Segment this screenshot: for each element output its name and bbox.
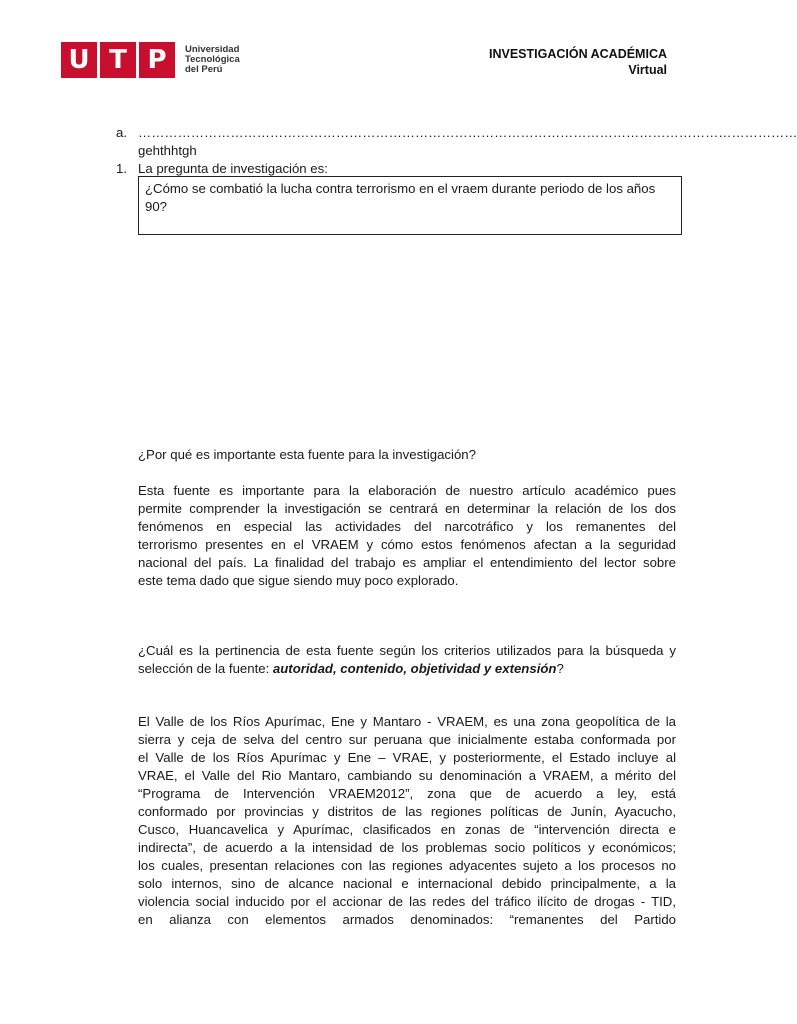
importance-paragraph bbox=[138, 482, 676, 590]
paragraph-line: El Valle de los Ríos Apurímac, Ene y Mantaro - VRAEM, es una zona geopolítica de la bbox=[138, 714, 676, 729]
item-a-text: gehthhtgh bbox=[138, 143, 197, 158]
pertinence-line: ¿Cuál es la pertinencia de esta fuente según los criterios utilizados para la búsqueda y bbox=[138, 643, 676, 658]
paragraph-line: este tema dado que sigue siendo muy poco explorado. bbox=[138, 573, 459, 588]
logo-name-line: del Perú bbox=[185, 64, 223, 75]
paragraph-line: el Valle de los Ríos Apurímac y Ene – VRAE, y posteriormente, el Estado incluye al bbox=[138, 750, 676, 765]
pertinence-question bbox=[138, 642, 676, 678]
utp-logo bbox=[61, 42, 240, 78]
logo-letter-u: U bbox=[61, 42, 97, 78]
paragraph-line: conformado por provincias y distritos de las regiones políticas de Junín, Ayacucho, bbox=[138, 804, 676, 819]
item-1-marker: 1. bbox=[116, 161, 127, 176]
paragraph-line: “Programa de Intervención VRAEM2012”, zona que de acuerdo a ley, está bbox=[138, 786, 676, 801]
paragraph-line: fenómenos en especial las actividades del narcotráfico y los remanentes del bbox=[138, 519, 676, 534]
document-header bbox=[489, 46, 667, 78]
paragraph-line: permite comprender la investigación se centrará en determinar la relación de los dos bbox=[138, 501, 676, 516]
item-a-dotted-line: …………………………………………………………………………………………………………………………………… bbox=[138, 125, 797, 140]
paragraph-line: indirecta”, de acuerdo a la intensidad de los problemas socio políticos y económicos; bbox=[138, 840, 676, 855]
research-question-text: ¿Cómo se combatió la lucha contra terrorismo en el vraem durante periodo de los años 90? bbox=[145, 181, 656, 214]
logo-name-line: Universidad bbox=[185, 44, 240, 55]
paragraph-line: violencia social inducido por el accionar de las redes del tráfico ilícito de drogas - TID, bbox=[138, 894, 676, 909]
header-subtitle: Virtual bbox=[628, 63, 667, 77]
research-question-box bbox=[138, 176, 682, 235]
item-a-marker: a. bbox=[116, 125, 127, 140]
pertinence-prefix: selección de la fuente: bbox=[138, 661, 273, 676]
paragraph-line: sierra y ceja de selva del centro sur peruana que inicialmente estaba conformada por bbox=[138, 732, 676, 747]
pertinence-suffix: ? bbox=[556, 661, 564, 676]
pertinence-line bbox=[138, 660, 676, 678]
paragraph-line: nacional del país. La finalidad del trabajo es ampliar el entendimiento del lector sobre bbox=[138, 555, 676, 570]
paragraph-line: solo internos, sino de alcance nacional e internacional debido principalmente, a la bbox=[138, 876, 676, 891]
paragraph-line: terrorismo presentes en el VRAEM y cómo estos fenómenos afectan a la seguridad bbox=[138, 537, 676, 552]
research-question-label: La pregunta de investigación es: bbox=[138, 161, 328, 176]
logo-letter-p: P bbox=[139, 42, 175, 78]
logo-university-name bbox=[185, 45, 240, 75]
pertinence-criteria: autoridad, contenido, objetividad y extensión bbox=[272, 661, 557, 676]
logo-letter-t: T bbox=[100, 42, 136, 78]
importance-question: ¿Por qué es importante esta fuente para la investigación? bbox=[138, 447, 476, 462]
header-title: INVESTIGACIÓN ACADÉMICA bbox=[488, 47, 667, 61]
logo-name-line: Tecnológica bbox=[185, 54, 240, 65]
vraem-paragraph bbox=[138, 713, 676, 929]
paragraph-line: Cusco, Huancavelica y Apurímac, clasificados en zonas de “intervención directa e bbox=[138, 822, 676, 837]
paragraph-line: VRAE, el Valle del Rio Mantaro, cambiando su denominación a VRAEM, a mérito del bbox=[138, 768, 676, 783]
paragraph-line: Esta fuente es importante para la elaboración de nuestro artículo académico pues bbox=[138, 483, 676, 498]
paragraph-line: en alianza con elementos armados denominados: “remanentes del Partido bbox=[138, 912, 676, 927]
paragraph-line: los cuales, presentan relaciones con las regiones adyacentes sujeto a los procesos no bbox=[138, 858, 676, 873]
